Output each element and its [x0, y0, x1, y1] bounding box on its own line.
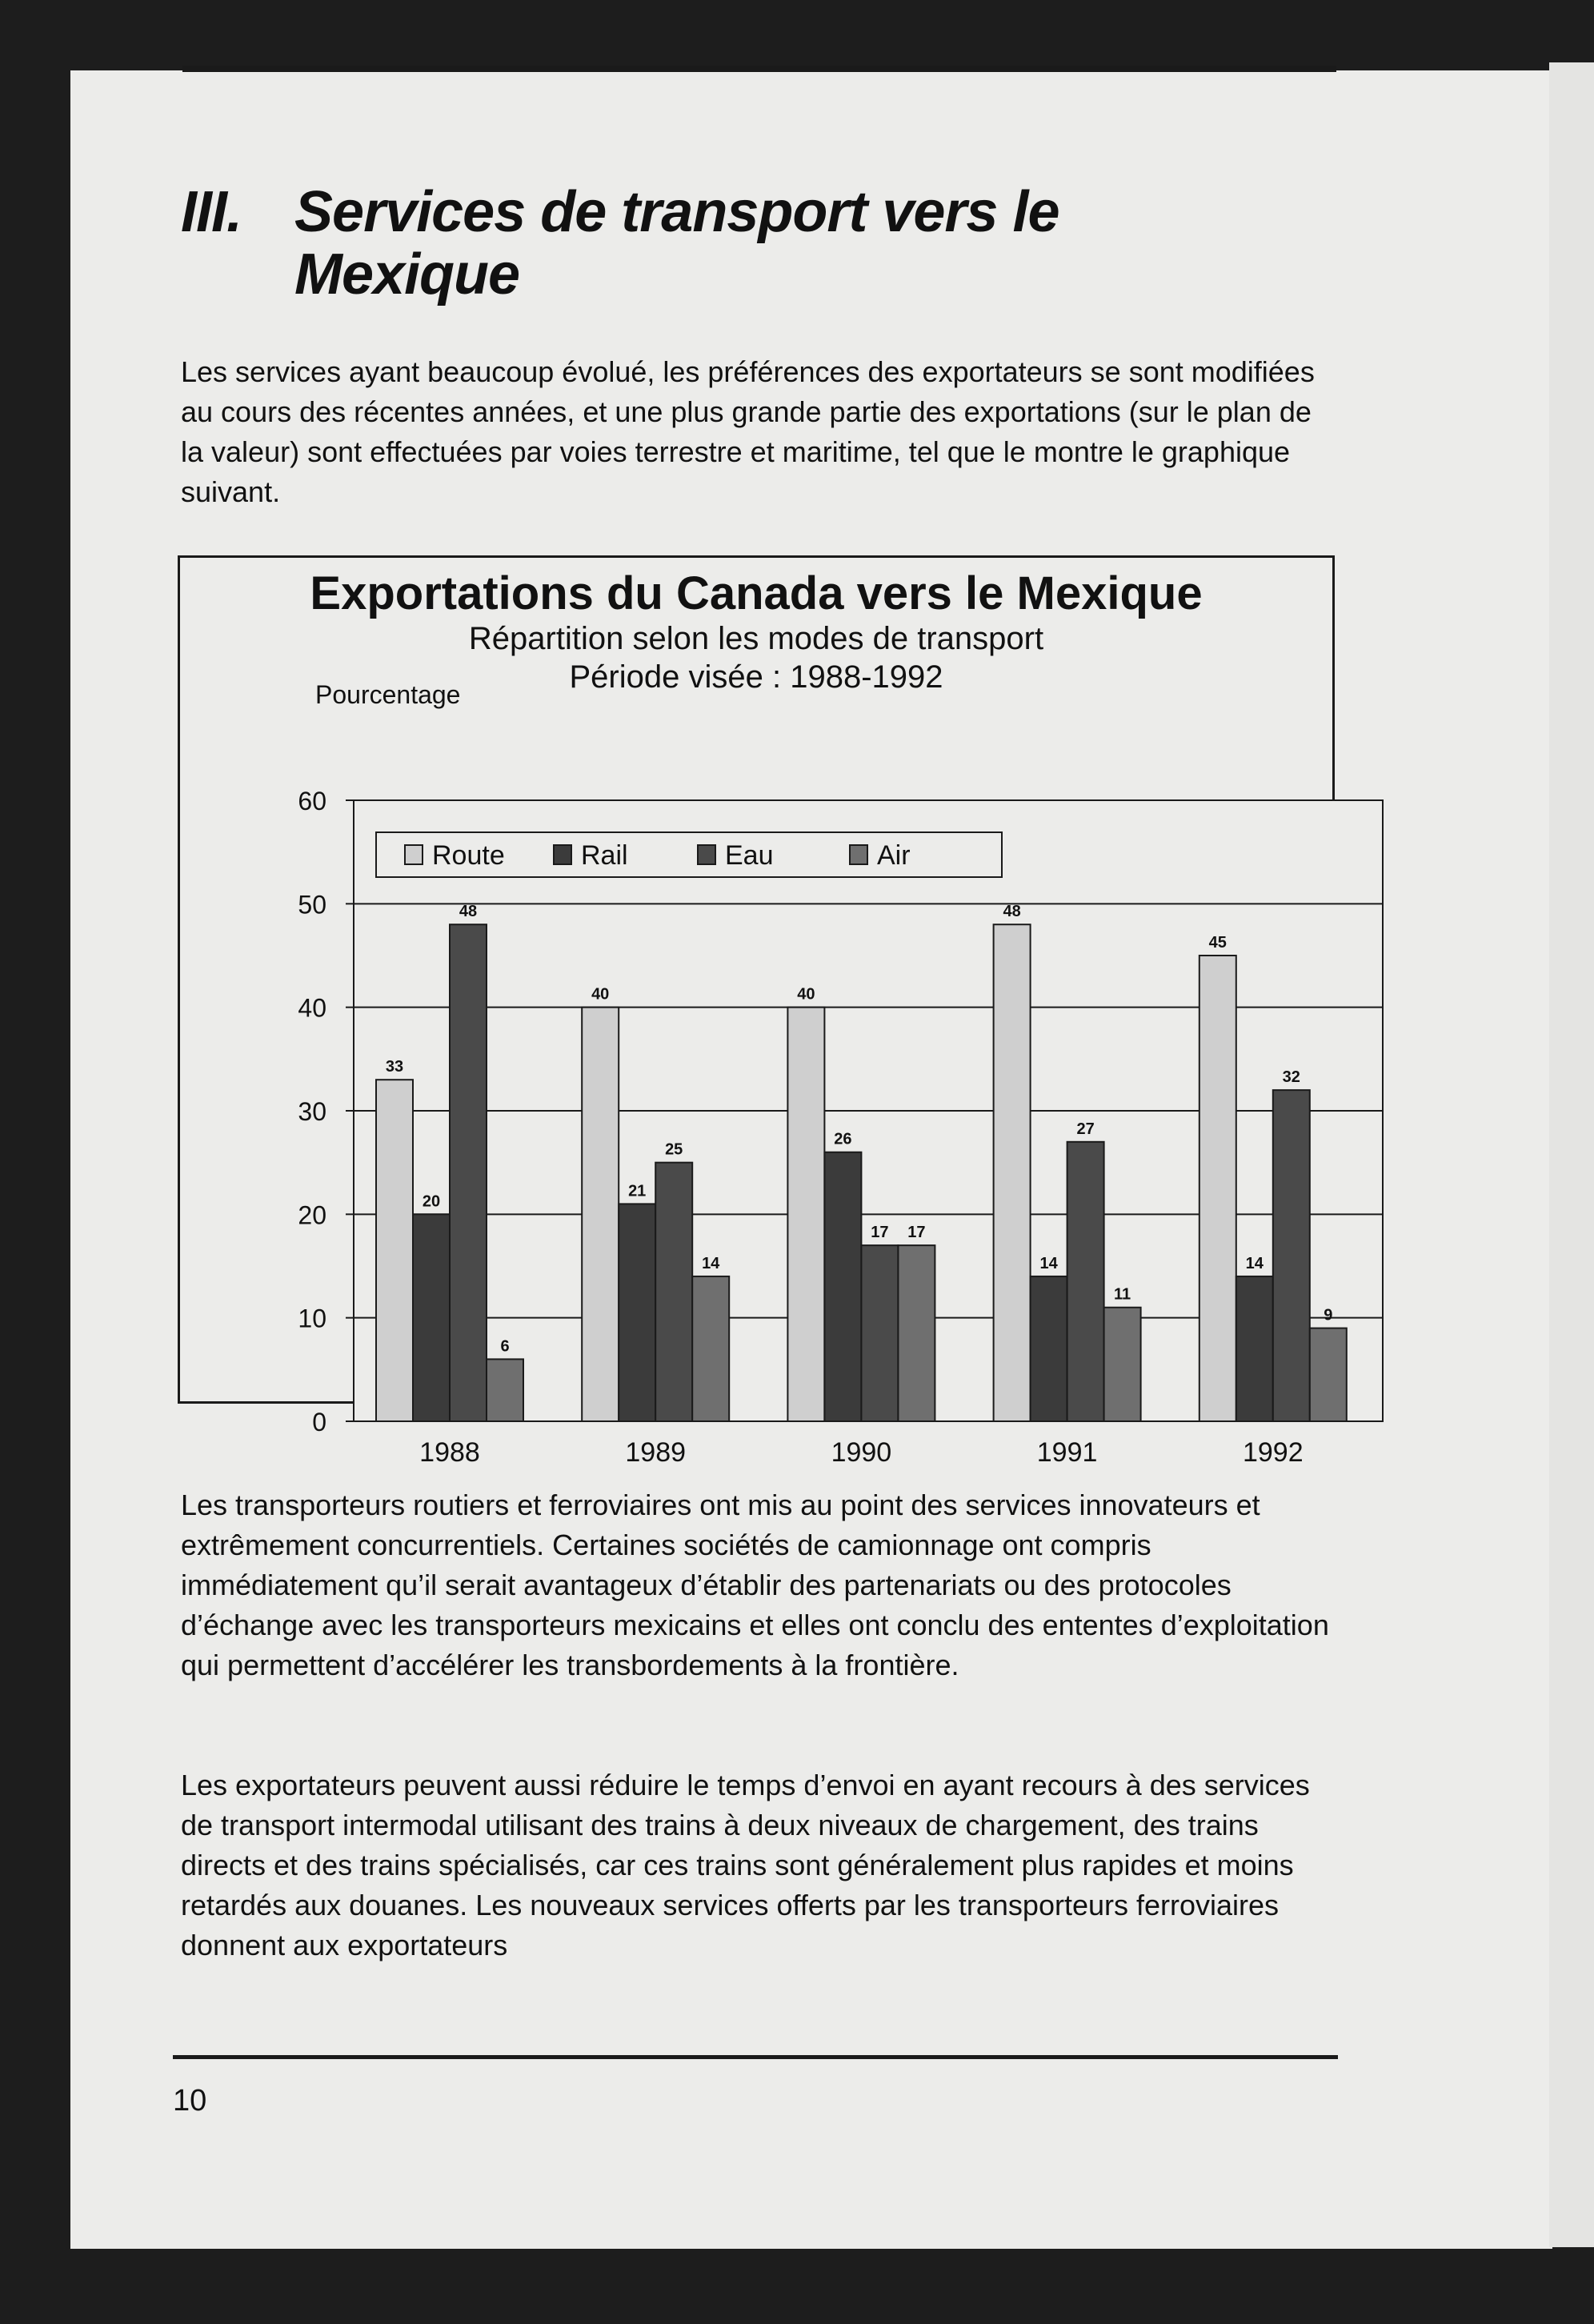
bottom-rule: [173, 2055, 1338, 2059]
data-label: 25: [665, 1140, 683, 1159]
x-tick-label: 1988: [419, 1437, 480, 1468]
data-label: 17: [907, 1224, 926, 1242]
y-tick-label: 40: [298, 993, 326, 1023]
bar-rail: [824, 1152, 861, 1421]
legend-swatch: [405, 845, 423, 864]
bar-air: [1104, 1308, 1141, 1421]
bar-air: [1310, 1328, 1347, 1421]
bar-rail: [1236, 1276, 1273, 1421]
y-tick-label: 30: [298, 1097, 326, 1126]
data-label: 26: [834, 1130, 852, 1148]
x-tick-label: 1992: [1242, 1437, 1304, 1468]
data-label: 20: [422, 1192, 441, 1211]
legend-label: Rail: [581, 840, 628, 871]
y-tick-label: 20: [298, 1200, 326, 1230]
data-label: 14: [702, 1254, 720, 1272]
bar-eau: [450, 924, 487, 1421]
data-label: 21: [628, 1182, 647, 1200]
data-label: 40: [591, 985, 610, 1004]
x-tick-label: 1989: [625, 1437, 687, 1468]
legend-label: Air: [877, 840, 911, 871]
data-label: 17: [871, 1224, 889, 1242]
data-label: 27: [1076, 1120, 1095, 1138]
data-label: 33: [385, 1058, 404, 1076]
bar-rail: [1031, 1276, 1067, 1421]
x-tick-label: 1991: [1036, 1437, 1098, 1468]
bar-rail: [413, 1214, 450, 1421]
bar-eau: [1273, 1090, 1310, 1421]
page-number: 10: [173, 2084, 207, 2118]
data-label: 48: [459, 903, 478, 921]
bar-route: [376, 1080, 413, 1421]
bar-eau: [861, 1245, 898, 1421]
chart-title: Exportations du Canada vers le Mexique: [310, 567, 1203, 619]
bar-route: [787, 1008, 824, 1421]
bar-route: [1200, 956, 1236, 1421]
bar-air: [898, 1245, 935, 1421]
y-axis-label: Pourcentage: [315, 680, 461, 709]
section-title-line-2: Mexique: [294, 242, 520, 307]
data-label: 6: [500, 1337, 510, 1356]
bar-rail: [619, 1204, 655, 1421]
bar-air: [487, 1359, 523, 1421]
y-tick-label: 50: [298, 890, 326, 920]
y-tick-label: 60: [298, 787, 326, 815]
data-label: 40: [797, 985, 815, 1004]
data-label: 48: [1003, 903, 1021, 921]
bar-route: [994, 924, 1031, 1421]
legend-label: Route: [432, 840, 505, 871]
chart-subtitle-period: Période visée : 1988-1992: [569, 659, 943, 695]
y-tick-label: 0: [312, 1408, 326, 1436]
legend-label: Eau: [725, 840, 774, 871]
chart-subtitle: Répartition selon les modes de transport: [468, 621, 1044, 656]
section-number: III.: [181, 180, 242, 244]
bar-eau: [655, 1163, 692, 1421]
bar-air: [692, 1276, 729, 1421]
data-label: 9: [1324, 1306, 1333, 1324]
data-label: 45: [1208, 934, 1227, 952]
legend-swatch: [554, 845, 571, 864]
x-tick-label: 1990: [831, 1437, 892, 1468]
section-title-line-1: Services de transport vers le: [294, 180, 1059, 244]
bar-route: [582, 1008, 619, 1421]
data-label: 32: [1282, 1068, 1300, 1087]
data-label: 14: [1245, 1254, 1264, 1272]
intro-paragraph: Les services ayant beaucoup évolué, les préférences des exportateurs se sont modifiées au cours des récentes années, et une plus grande partie des exportations (sur le plan de la valeur) sont effectuées par voies terrestre et maritime, tel que le montre le graphique suivant.: [181, 355, 1315, 508]
bar-eau: [1067, 1142, 1104, 1421]
legend-swatch: [850, 845, 867, 864]
legend-swatch: [698, 845, 715, 864]
carriers-paragraph: Les transporteurs routiers et ferroviaires ont mis au point des services innovateurs et extrêmement concurrentiels. Certaines sociétés de camionnage ont compris immédiatement qu’il serait avantageux d’établir des partenariats ou des protocoles d’échange avec les transporteurs mexicains et elles ont conclu des ententes d’exploitation qui permettent d’accélérer les transbordements à la frontière.: [181, 1489, 1329, 1681]
data-label: 11: [1114, 1285, 1131, 1304]
y-tick-label: 10: [298, 1304, 326, 1333]
intermodal-paragraph: Les exportateurs peuvent aussi réduire le temps d’envoi en ayant recours à des services de transport intermodal utilisant des trains à deux niveaux de chargement, des trains directs et des trains spécialisés, car ces trains sont généralement plus rapides et moins retardés aux douanes. Les nouveaux services offerts par les transporteurs ferroviaires donnent aux exportateurs: [181, 1769, 1310, 1961]
data-label: 14: [1039, 1254, 1058, 1272]
